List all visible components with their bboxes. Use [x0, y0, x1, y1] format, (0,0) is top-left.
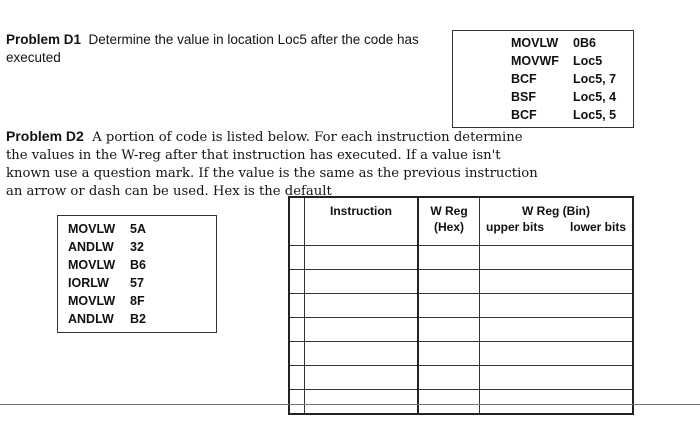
wreg-bin-cell[interactable] — [480, 270, 634, 294]
instruction-cell[interactable] — [305, 294, 419, 318]
d1-opcode: BSF — [511, 90, 536, 104]
wreg-hex-cell[interactable] — [418, 270, 480, 294]
table-row — [289, 366, 633, 390]
table-cell — [289, 318, 305, 342]
wreg-hex-cell[interactable] — [418, 390, 480, 415]
d2-operand: B6 — [130, 258, 146, 272]
d2-opcode: ANDLW — [68, 312, 114, 326]
table-cell — [289, 294, 305, 318]
d1-code-line — [511, 70, 616, 88]
wreg-bin-cell[interactable] — [480, 342, 634, 366]
problem-d2-text: A portion of code is listed below. For each instruction determine the values in the W-reg after that instruction has executed. If a value isn't known use a question mark. If the value is the same as the previous instruction an arrow or dash can be used. Hex is the default — [6, 130, 538, 199]
d1-opcode: MOVLW — [511, 36, 559, 50]
d1-operand: Loc5 — [573, 54, 603, 68]
wreg-hex-header — [418, 197, 480, 246]
wreg-answer-table — [288, 196, 634, 415]
wreg-hex-header-line1: W Reg — [430, 204, 468, 218]
instruction-cell[interactable] — [305, 342, 419, 366]
lower-bits-header: lower bits — [569, 220, 626, 234]
d1-operand: Loc5, 4 — [573, 90, 617, 104]
wreg-hex-cell[interactable] — [418, 246, 480, 270]
d2-operand: 57 — [130, 276, 144, 290]
wreg-hex-cell[interactable] — [418, 342, 480, 366]
d1-code-line — [511, 106, 616, 124]
problem-d2-title: Problem D2 — [6, 128, 84, 144]
table-cell — [289, 366, 305, 390]
d2-opcode: MOVLW — [68, 294, 116, 308]
table-cell — [289, 342, 305, 366]
instruction-cell[interactable] — [305, 270, 419, 294]
instruction-header: Instruction — [305, 197, 419, 246]
d2-code-line — [68, 220, 146, 238]
wreg-hex-cell[interactable] — [418, 318, 480, 342]
table-row — [289, 342, 633, 366]
table-row — [289, 270, 633, 294]
d1-code-line — [511, 52, 602, 70]
wreg-hex-cell[interactable] — [418, 366, 480, 390]
instruction-cell[interactable] — [305, 366, 419, 390]
d2-opcode: MOVLW — [68, 222, 116, 236]
d1-code-listing — [452, 30, 634, 128]
d1-code-line — [511, 88, 616, 106]
d1-operand: Loc5, 7 — [573, 72, 617, 86]
wreg-bin-cell[interactable] — [480, 246, 634, 270]
wreg-bin-title: W Reg (Bin) — [522, 204, 590, 218]
wreg-bin-cell[interactable] — [480, 366, 634, 390]
problem-d1-title: Problem D1 — [6, 32, 82, 47]
wreg-bin-cell[interactable] — [480, 390, 634, 415]
table-row — [289, 318, 633, 342]
wreg-bin-subheaders — [480, 219, 632, 235]
d2-code-listing — [57, 215, 217, 333]
problem-d2-statement — [6, 127, 546, 201]
wreg-bin-cell[interactable] — [480, 318, 634, 342]
d2-opcode: ANDLW — [68, 240, 114, 254]
table-row — [289, 246, 633, 270]
table-cell — [289, 270, 305, 294]
table-cell — [289, 390, 305, 415]
table-row — [289, 294, 633, 318]
wreg-bin-cell[interactable] — [480, 294, 634, 318]
problem-d1-text: Determine the value in location Loc5 after the code has executed — [6, 32, 419, 65]
d1-operand: Loc5, 5 — [573, 108, 617, 122]
d1-opcode: BCF — [511, 72, 537, 86]
instruction-cell[interactable] — [305, 318, 419, 342]
table-header-row — [289, 197, 633, 246]
d2-code-line — [68, 238, 144, 256]
d2-code-line — [68, 310, 146, 328]
table-row — [289, 390, 633, 415]
d2-code-line — [68, 292, 145, 310]
bottom-divider — [0, 404, 700, 405]
d2-opcode: MOVLW — [68, 258, 116, 272]
wreg-bin-header — [480, 197, 634, 246]
d2-code-line — [68, 274, 144, 292]
problem-d1-statement — [6, 31, 426, 67]
table-cell — [289, 246, 305, 270]
d2-code-line — [68, 256, 146, 274]
d2-opcode: IORLW — [68, 276, 109, 290]
d1-code-line — [511, 34, 596, 52]
d1-opcode: MOVWF — [511, 54, 559, 68]
instruction-cell[interactable] — [305, 390, 419, 415]
d2-operand: 32 — [130, 240, 144, 254]
instruction-cell[interactable] — [305, 246, 419, 270]
d2-operand: B2 — [130, 312, 146, 326]
upper-bits-header: upper bits — [486, 220, 545, 234]
d2-operand: 5A — [130, 222, 146, 236]
d2-operand: 8F — [130, 294, 145, 308]
row-number-header — [289, 197, 305, 246]
wreg-hex-header-line2: (Hex) — [433, 220, 464, 234]
d1-operand: 0B6 — [573, 36, 596, 50]
wreg-hex-cell[interactable] — [418, 294, 480, 318]
d1-opcode: BCF — [511, 108, 537, 122]
